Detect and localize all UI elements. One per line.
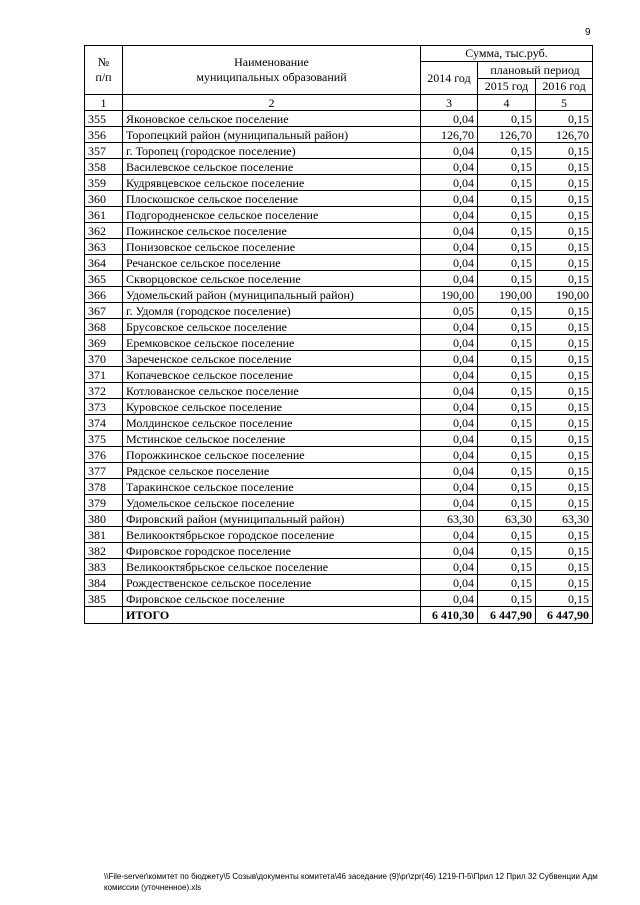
value-2015: 0,15 [478, 591, 536, 607]
table-row [85, 127, 593, 143]
file-path-footer: \\File-server\комитет по бюджету\5 Созыв\документы комитета\46 заседание (9)\pr\zpr(46) 1219-П-5\Прил 12 Прил 32 Субвенции Адм комиссии (уточненное).xls [104, 872, 598, 892]
row-number: 369 [85, 335, 123, 351]
value-2014: 0,04 [421, 399, 478, 415]
column-index: 3 [421, 95, 478, 111]
row-number: 382 [85, 543, 123, 559]
municipality-name: Торопецкий район (муниципальный район) [123, 127, 421, 143]
value-2015: 0,15 [478, 319, 536, 335]
value-2015: 0,15 [478, 255, 536, 271]
municipality-name: Подгородненское сельское поселение [123, 207, 421, 223]
row-number: 383 [85, 559, 123, 575]
value-2016: 0,15 [536, 463, 593, 479]
row-number: 381 [85, 527, 123, 543]
total-2014: 6 410,30 [421, 607, 478, 624]
value-2014: 0,04 [421, 575, 478, 591]
value-2014: 0,04 [421, 447, 478, 463]
value-2015: 0,15 [478, 495, 536, 511]
value-2016: 0,15 [536, 207, 593, 223]
table-row [85, 527, 593, 543]
value-2015: 0,15 [478, 463, 536, 479]
value-2014: 0,04 [421, 207, 478, 223]
header-year-2015: 2015 год [478, 79, 536, 95]
row-number: 368 [85, 319, 123, 335]
table-row [85, 367, 593, 383]
value-2014: 0,04 [421, 559, 478, 575]
value-2014: 0,04 [421, 111, 478, 127]
value-2016: 0,15 [536, 303, 593, 319]
table-row [85, 447, 593, 463]
table-row [85, 319, 593, 335]
total-row [85, 607, 593, 624]
table-row [85, 399, 593, 415]
value-2016: 0,15 [536, 223, 593, 239]
table-header [85, 46, 593, 111]
value-2015: 190,00 [478, 287, 536, 303]
row-number: 385 [85, 591, 123, 607]
municipality-name: Куровское сельское поселение [123, 399, 421, 415]
value-2015: 0,15 [478, 367, 536, 383]
value-2016: 63,30 [536, 511, 593, 527]
table-row [85, 463, 593, 479]
total-number-cell [85, 607, 123, 624]
column-index: 5 [536, 95, 593, 111]
row-number: 366 [85, 287, 123, 303]
table-row [85, 287, 593, 303]
row-number: 373 [85, 399, 123, 415]
value-2014: 0,04 [421, 415, 478, 431]
value-2014: 0,04 [421, 159, 478, 175]
value-2016: 0,15 [536, 191, 593, 207]
value-2016: 0,15 [536, 447, 593, 463]
table-row [85, 543, 593, 559]
total-label: ИТОГО [123, 607, 421, 624]
row-number: 357 [85, 143, 123, 159]
value-2016: 0,15 [536, 431, 593, 447]
municipality-name: Брусовское сельское поселение [123, 319, 421, 335]
value-2016: 0,15 [536, 399, 593, 415]
table-row [85, 191, 593, 207]
header-municipality-name: Наименование муниципальных образований [123, 46, 421, 95]
value-2015: 0,15 [478, 303, 536, 319]
table-row [85, 223, 593, 239]
municipality-name: г. Торопец (городское поселение) [123, 143, 421, 159]
value-2015: 0,15 [478, 111, 536, 127]
value-2016: 0,15 [536, 527, 593, 543]
value-2016: 0,15 [536, 575, 593, 591]
value-2016: 0,15 [536, 255, 593, 271]
value-2016: 0,15 [536, 415, 593, 431]
value-2014: 0,04 [421, 319, 478, 335]
table-row [85, 143, 593, 159]
header-sum: Сумма, тыс.руб. [421, 46, 593, 62]
table-row [85, 511, 593, 527]
value-2014: 0,04 [421, 463, 478, 479]
value-2015: 0,15 [478, 159, 536, 175]
column-index: 4 [478, 95, 536, 111]
value-2014: 190,00 [421, 287, 478, 303]
value-2016: 0,15 [536, 335, 593, 351]
value-2015: 0,15 [478, 383, 536, 399]
value-2016: 0,15 [536, 159, 593, 175]
value-2015: 0,15 [478, 559, 536, 575]
value-2014: 0,04 [421, 383, 478, 399]
municipality-name: Речанское сельское поселение [123, 255, 421, 271]
municipality-name: Кудрявцевское сельское поселение [123, 175, 421, 191]
municipality-name: Яконовское сельское поселение [123, 111, 421, 127]
row-number: 374 [85, 415, 123, 431]
value-2014: 0,04 [421, 271, 478, 287]
table-row [85, 255, 593, 271]
header-year-2016: 2016 год [536, 79, 593, 95]
municipality-name: Таракинское сельское поселение [123, 479, 421, 495]
municipality-name: Понизовское сельское поселение [123, 239, 421, 255]
row-number: 380 [85, 511, 123, 527]
value-2015: 0,15 [478, 271, 536, 287]
value-2014: 0,04 [421, 335, 478, 351]
value-2014: 0,04 [421, 191, 478, 207]
municipality-name: Молдинское сельское поселение [123, 415, 421, 431]
table-row [85, 383, 593, 399]
value-2014: 0,04 [421, 351, 478, 367]
municipality-name: Фировский район (муниципальный район) [123, 511, 421, 527]
value-2016: 0,15 [536, 111, 593, 127]
value-2016: 0,15 [536, 143, 593, 159]
municipality-name: г. Удомля (городское поселение) [123, 303, 421, 319]
header-year-2014: 2014 год [421, 62, 478, 95]
municipality-name: Зареченское сельское поселение [123, 351, 421, 367]
value-2015: 0,15 [478, 239, 536, 255]
header-planned-period: плановый период [478, 62, 593, 79]
value-2014: 0,04 [421, 239, 478, 255]
value-2014: 0,04 [421, 143, 478, 159]
total-2016: 6 447,90 [536, 607, 593, 624]
row-number: 379 [85, 495, 123, 511]
row-number: 362 [85, 223, 123, 239]
value-2015: 0,15 [478, 207, 536, 223]
value-2016: 190,00 [536, 287, 593, 303]
value-2014: 0,04 [421, 223, 478, 239]
value-2016: 0,15 [536, 543, 593, 559]
table-row [85, 335, 593, 351]
table-row [85, 495, 593, 511]
value-2014: 0,04 [421, 591, 478, 607]
value-2014: 0,05 [421, 303, 478, 319]
municipality-name: Копачевское сельское поселение [123, 367, 421, 383]
total-2015: 6 447,90 [478, 607, 536, 624]
value-2015: 0,15 [478, 415, 536, 431]
value-2016: 126,70 [536, 127, 593, 143]
row-number: 355 [85, 111, 123, 127]
row-number: 376 [85, 447, 123, 463]
value-2014: 0,04 [421, 367, 478, 383]
value-2015: 0,15 [478, 223, 536, 239]
value-2015: 0,15 [478, 543, 536, 559]
value-2016: 0,15 [536, 591, 593, 607]
value-2015: 63,30 [478, 511, 536, 527]
table-row [85, 591, 593, 607]
row-number: 378 [85, 479, 123, 495]
value-2016: 0,15 [536, 175, 593, 191]
value-2015: 0,15 [478, 447, 536, 463]
row-number: 363 [85, 239, 123, 255]
table-body [85, 111, 593, 607]
table-row [85, 479, 593, 495]
value-2015: 0,15 [478, 191, 536, 207]
value-2015: 0,15 [478, 479, 536, 495]
table-row [85, 239, 593, 255]
row-number: 365 [85, 271, 123, 287]
row-number: 375 [85, 431, 123, 447]
value-2016: 0,15 [536, 271, 593, 287]
municipality-name: Фировское городское поселение [123, 543, 421, 559]
table-row [85, 559, 593, 575]
value-2016: 0,15 [536, 383, 593, 399]
column-index-row [85, 95, 593, 111]
table-row [85, 431, 593, 447]
municipality-name: Плоскошское сельское поселение [123, 191, 421, 207]
column-index: 1 [85, 95, 123, 111]
municipality-name: Великооктябрьское сельское поселение [123, 559, 421, 575]
row-number: 372 [85, 383, 123, 399]
value-2015: 0,15 [478, 431, 536, 447]
municipality-name: Мстинское сельское поселение [123, 431, 421, 447]
value-2016: 0,15 [536, 559, 593, 575]
table-row [85, 207, 593, 223]
municipality-name: Еремковское сельское поселение [123, 335, 421, 351]
table-row [85, 271, 593, 287]
value-2015: 0,15 [478, 143, 536, 159]
value-2015: 126,70 [478, 127, 536, 143]
value-2015: 0,15 [478, 399, 536, 415]
table-row [85, 415, 593, 431]
municipality-name: Котлованское сельское поселение [123, 383, 421, 399]
municipality-name: Василевское сельское поселение [123, 159, 421, 175]
column-index: 2 [123, 95, 421, 111]
value-2015: 0,15 [478, 575, 536, 591]
value-2015: 0,15 [478, 335, 536, 351]
row-number: 360 [85, 191, 123, 207]
value-2015: 0,15 [478, 351, 536, 367]
row-number: 370 [85, 351, 123, 367]
row-number: 356 [85, 127, 123, 143]
municipality-name: Рождественское сельское поселение [123, 575, 421, 591]
row-number: 358 [85, 159, 123, 175]
value-2014: 0,04 [421, 479, 478, 495]
value-2015: 0,15 [478, 175, 536, 191]
municipality-name: Пожинское сельское поселение [123, 223, 421, 239]
table-row [85, 303, 593, 319]
row-number: 384 [85, 575, 123, 591]
value-2016: 0,15 [536, 479, 593, 495]
municipality-name: Порожкинское сельское поселение [123, 447, 421, 463]
municipality-name: Удомельское сельское поселение [123, 495, 421, 511]
table-row [85, 351, 593, 367]
value-2014: 0,04 [421, 527, 478, 543]
municipality-name: Великооктябрьское городское поселение [123, 527, 421, 543]
value-2016: 0,15 [536, 351, 593, 367]
value-2014: 0,04 [421, 255, 478, 271]
value-2014: 63,30 [421, 511, 478, 527]
table-row [85, 111, 593, 127]
header-number: № п/п [85, 46, 123, 95]
table-row [85, 159, 593, 175]
value-2016: 0,15 [536, 367, 593, 383]
value-2014: 126,70 [421, 127, 478, 143]
page-number: 9 [585, 27, 591, 38]
municipality-name: Рядское сельское поселение [123, 463, 421, 479]
municipality-name: Фировское сельское поселение [123, 591, 421, 607]
value-2014: 0,04 [421, 495, 478, 511]
value-2014: 0,04 [421, 431, 478, 447]
row-number: 377 [85, 463, 123, 479]
row-number: 371 [85, 367, 123, 383]
municipality-name: Скворцовское сельское поселение [123, 271, 421, 287]
row-number: 367 [85, 303, 123, 319]
value-2016: 0,15 [536, 495, 593, 511]
value-2014: 0,04 [421, 543, 478, 559]
value-2014: 0,04 [421, 175, 478, 191]
table-row [85, 575, 593, 591]
subsidy-table [84, 45, 593, 624]
row-number: 361 [85, 207, 123, 223]
value-2015: 0,15 [478, 527, 536, 543]
row-number: 364 [85, 255, 123, 271]
table-row [85, 175, 593, 191]
value-2016: 0,15 [536, 319, 593, 335]
value-2016: 0,15 [536, 239, 593, 255]
municipality-name: Удомельский район (муниципальный район) [123, 287, 421, 303]
row-number: 359 [85, 175, 123, 191]
